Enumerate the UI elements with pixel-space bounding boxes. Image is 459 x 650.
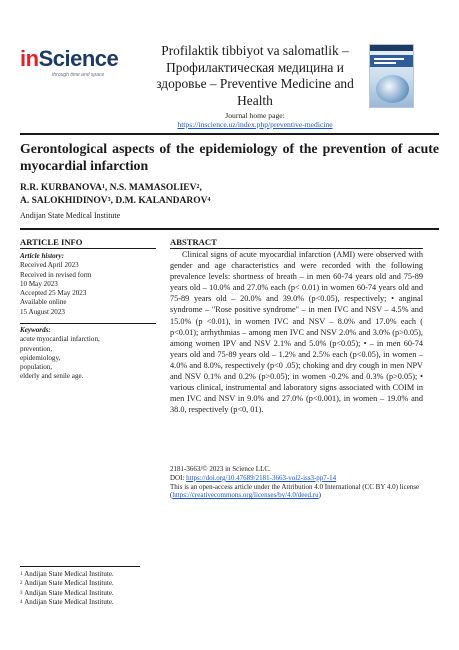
abstract-heading: ABSTRACT (170, 237, 217, 247)
license-text: This is an open-access article under the Attribution 4.0 International (CC BY 4.0) license ( (170, 482, 420, 500)
history-line: Accepted 25 May 2023 (20, 289, 87, 298)
publisher-logo (20, 44, 138, 84)
keyword-item: acute myocardial infarction, (20, 335, 100, 344)
footnote-mark: 2 (20, 581, 23, 587)
footnote-text: Andijan State Medical Institute. (24, 588, 114, 597)
author-name: A. SALOKHIDINOV (20, 196, 108, 206)
footnote-rule (20, 566, 140, 567)
history-line: Received April 2023 (20, 261, 79, 270)
history-line: Available online (20, 298, 67, 307)
history-title: Article history: (20, 252, 64, 260)
doi-link[interactable]: https://doi.org/10.47689/2181-3663-vol2-iss3-pp7-14 (186, 473, 337, 482)
footnote-mark: 4 (20, 599, 23, 605)
author-name: , D.M. KALANDAROV (110, 196, 208, 206)
logo-tagline: through time and space (52, 72, 105, 78)
footnote-item (20, 589, 180, 598)
author-separator: , (199, 183, 202, 193)
footnote-item (20, 570, 180, 579)
author-affil-mark: 1 (101, 184, 105, 190)
keywords-title: Keywords: (20, 326, 51, 334)
homepage-link[interactable]: https://inscience.uz/index.php/preventive-medicine (177, 120, 333, 129)
license-line (170, 483, 423, 501)
title-block-rule (20, 228, 439, 230)
keywords-rule (20, 323, 156, 324)
logo-wordmark (20, 48, 118, 70)
footnotes (20, 570, 180, 607)
doi-line (170, 474, 423, 483)
history-line: 15 August 2023 (20, 307, 65, 316)
cover-title-line (374, 58, 404, 60)
homepage-label: Journal home page: (225, 111, 285, 120)
footnote-item (20, 579, 180, 588)
author-affil-mark: 2 (196, 184, 200, 190)
article-history (20, 252, 156, 317)
footnote-text: Andijan State Medical Institute. (24, 597, 114, 606)
history-line: 10 May 2023 (20, 279, 58, 288)
author-name: , N.S. MAMASOLIEV (104, 183, 197, 193)
license-link[interactable]: https://creativecommons.org/licenses/by/4.0/deed.ru (172, 491, 319, 500)
cover-title-band (370, 55, 413, 67)
article-info-heading: ARTICLE INFO (20, 237, 83, 247)
cover-title-line (374, 62, 396, 64)
affiliation: Andijan State Medical Institute (20, 211, 121, 220)
keyword-item: population, (20, 363, 53, 372)
footnote-text: Andijan State Medical Institute. (24, 579, 114, 588)
footnote-text: Andijan State Medical Institute. (24, 570, 114, 578)
author-affil-mark: 3 (107, 197, 111, 203)
header-rule (20, 133, 439, 135)
cover-top-bar (370, 45, 413, 51)
article-info-rule (20, 248, 156, 249)
journal-cover-image (369, 44, 414, 108)
license-close: ) (318, 491, 321, 500)
issn-copyright: 2181-3663/© 2023 in Science LLC. (170, 465, 271, 473)
keywords-block (20, 326, 156, 382)
author-line-2 (20, 195, 439, 208)
history-line: Received in revised form (20, 270, 92, 279)
journal-title: Profilaktik tibbiyot va salomatlik – Профилактическая медицина и здоровье – Preventive Medicine and Health (156, 43, 354, 108)
keyword-item: epidemiology, (20, 353, 61, 362)
author-list (20, 182, 439, 208)
abstract-text: Clinical signs of acute myocardial infarction (AMI) were observed with gender and age characteristics and were recorded with the following prevalence levels: shortness of breath – in men 60-74 years old and 75-89 years old – 10.0% and 27.0% each (p< 0.01) in women 60-74 years old and 75-89 years old – 20.0% and 39.0% (p<0.05), respectively; • anginal syndrome – "Rose positive syndrome" – in men IVC and NSV – 4.5% and 15.0% (p <0.01), in women IVC and NSV – 8.0% and 17.0% each ( p<0.01); arrhythmias – among men IVC and NSV 2.0% and 3.0% (p>0.05), among women IPV and NSV 2.1% and 5.0% (p<0.05); • – in men 60-74 years old and 75-89 years old – 1.2% and 2.5% each (p<0.05), in women – 4.0% and 8.0%, respectively (p<0 .05); choking and dry cough in men NPV and NSV 0.1% and 0.2% (p>0.05); in women -0.2% and 0.3% (p>0.05); • various clinical, instrumental and laboratory signs associated with COIM in men IVC and NSV in 9.0% and 27.0% (p<0.001), in women – 19.0% and 38.0, respectively (p<0, 01). (170, 250, 423, 415)
logo-in: in (20, 46, 39, 71)
logo-science: Science (38, 46, 119, 71)
keyword-item: elderly and senile age. (20, 372, 84, 381)
article-title: Gerontological aspects of the epidemiology of the prevention of acute myocardial infarction (20, 141, 439, 173)
footnote-mark: 1 (20, 572, 23, 577)
footnote-item (20, 598, 180, 607)
author-affil-mark: 4 (207, 197, 211, 203)
author-name: R.R. KURBANOVA (20, 183, 102, 193)
cover-illustration (376, 75, 409, 103)
doi-label: DOI: (170, 473, 187, 482)
article-meta (170, 465, 423, 500)
keyword-item: prevention, (20, 344, 53, 353)
author-line-1 (20, 182, 439, 195)
footnote-mark: 3 (20, 590, 23, 596)
